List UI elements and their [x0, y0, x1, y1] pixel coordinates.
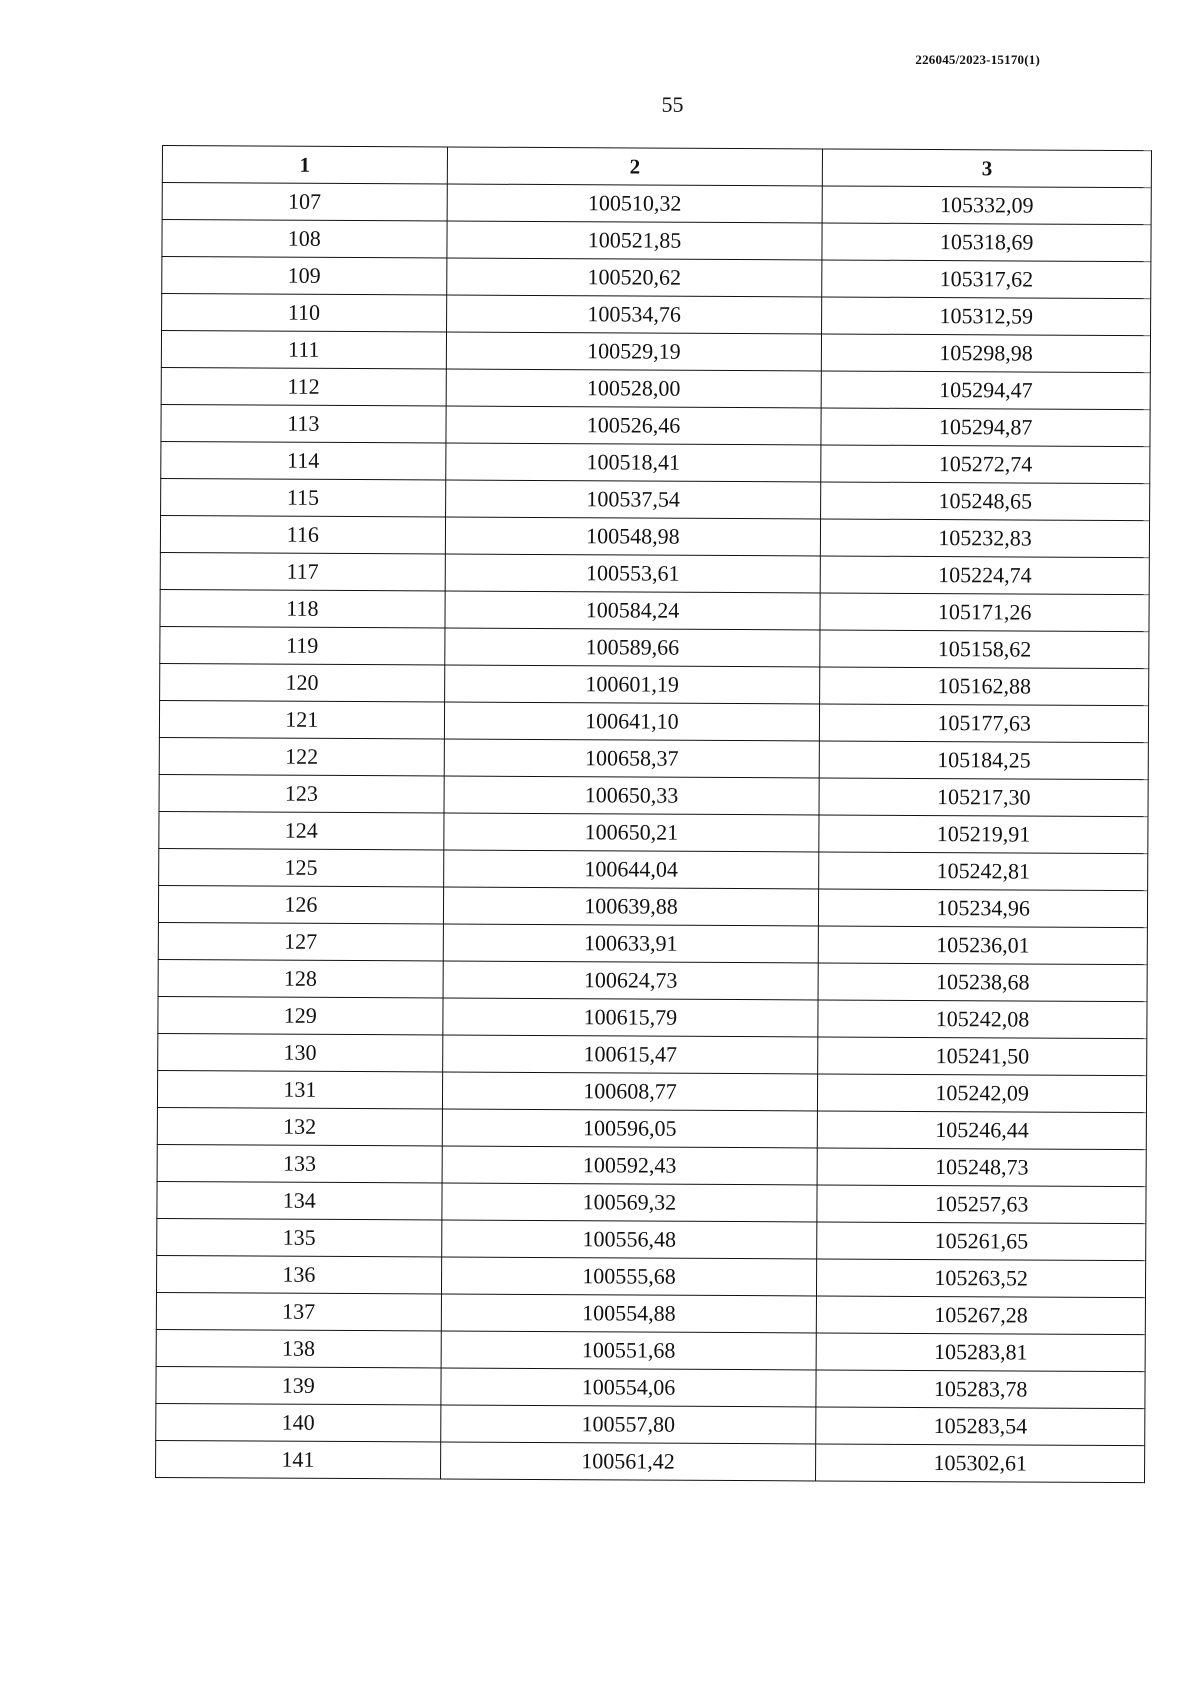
column-header-1: 1: [162, 146, 447, 184]
point-number-cell: 128: [158, 959, 443, 997]
y-coordinate-cell: 105184,25: [819, 741, 1148, 780]
table-row: [160, 552, 1149, 594]
point-number-cell: 125: [159, 848, 444, 886]
table-row: [158, 996, 1147, 1038]
y-coordinate-cell: 105158,62: [820, 630, 1149, 669]
x-coordinate-cell: 100554,88: [441, 1294, 817, 1333]
point-number-cell: 137: [156, 1292, 441, 1330]
table-row: [160, 663, 1149, 705]
point-number-cell: 138: [156, 1329, 441, 1367]
table-row: [160, 589, 1149, 631]
page-number: 55: [661, 92, 684, 117]
y-coordinate-cell: 105283,81: [816, 1333, 1145, 1372]
x-coordinate-cell: 100569,32: [442, 1183, 818, 1222]
point-number-cell: 111: [161, 331, 446, 369]
point-number-cell: 109: [162, 257, 447, 295]
table-header-row: [162, 146, 1151, 188]
y-coordinate-cell: 105294,87: [821, 408, 1150, 447]
x-coordinate-cell: 100608,77: [442, 1072, 818, 1111]
x-coordinate-cell: 100528,00: [446, 369, 822, 408]
point-number-cell: 126: [158, 885, 443, 923]
x-coordinate-cell: 100596,05: [442, 1109, 818, 1148]
y-coordinate-cell: 105171,26: [820, 593, 1149, 632]
point-number-cell: 134: [157, 1181, 442, 1219]
y-coordinate-cell: 105294,47: [821, 371, 1150, 410]
table-row: [161, 478, 1150, 520]
y-coordinate-cell: 105162,88: [820, 667, 1149, 706]
point-number-cell: 110: [162, 294, 447, 332]
x-coordinate-cell: 100520,62: [446, 258, 822, 297]
x-coordinate-cell: 100529,19: [446, 332, 822, 371]
coordinates-table: [155, 145, 1152, 1483]
point-number-cell: 136: [156, 1255, 441, 1293]
x-coordinate-cell: 100644,04: [443, 850, 819, 889]
table-row: [156, 1366, 1145, 1408]
point-number-cell: 116: [160, 515, 445, 553]
point-number-cell: 114: [161, 441, 446, 479]
y-coordinate-cell: 105242,08: [818, 1000, 1147, 1039]
y-coordinate-cell: 105246,44: [818, 1111, 1147, 1150]
point-number-cell: 131: [157, 1070, 442, 1108]
y-coordinate-cell: 105232,83: [821, 519, 1150, 558]
table-row: [157, 1107, 1146, 1149]
x-coordinate-cell: 100561,42: [440, 1442, 816, 1481]
table-row: [158, 922, 1147, 964]
column-header-2: 2: [447, 147, 823, 186]
table-row: [158, 1033, 1147, 1075]
y-coordinate-cell: 105238,68: [818, 963, 1147, 1002]
point-number-cell: 133: [157, 1144, 442, 1182]
y-coordinate-cell: 105217,30: [819, 778, 1148, 817]
y-coordinate-cell: 105248,65: [821, 482, 1150, 521]
x-coordinate-cell: 100641,10: [444, 702, 820, 741]
table-row: [161, 367, 1150, 409]
table-row: [161, 441, 1150, 483]
point-number-cell: 132: [157, 1107, 442, 1145]
x-coordinate-cell: 100551,68: [441, 1331, 817, 1370]
x-coordinate-cell: 100650,33: [444, 776, 820, 815]
x-coordinate-cell: 100557,80: [440, 1405, 816, 1444]
table-row: [156, 1403, 1145, 1445]
table-row: [156, 1329, 1145, 1371]
table-row: [159, 737, 1148, 779]
x-coordinate-cell: 100526,46: [446, 406, 822, 445]
table-row: [162, 294, 1151, 336]
x-coordinate-cell: 100521,85: [447, 221, 823, 260]
y-coordinate-cell: 105298,98: [822, 334, 1151, 373]
y-coordinate-cell: 105224,74: [820, 556, 1149, 595]
point-number-cell: 120: [160, 663, 445, 701]
point-number-cell: 113: [161, 404, 446, 442]
y-coordinate-cell: 105236,01: [819, 926, 1148, 965]
table-row: [156, 1292, 1145, 1334]
x-coordinate-cell: 100650,21: [443, 813, 819, 852]
x-coordinate-cell: 100548,98: [445, 517, 821, 556]
y-coordinate-cell: 105283,54: [816, 1407, 1145, 1446]
x-coordinate-cell: 100518,41: [445, 443, 821, 482]
y-coordinate-cell: 105332,09: [822, 186, 1151, 225]
x-coordinate-cell: 100633,91: [443, 924, 819, 963]
x-coordinate-cell: 100553,61: [445, 554, 821, 593]
y-coordinate-cell: 105283,78: [816, 1370, 1145, 1409]
y-coordinate-cell: 105241,50: [818, 1037, 1147, 1076]
y-coordinate-cell: 105317,62: [822, 260, 1151, 299]
table-row: [156, 1255, 1145, 1297]
x-coordinate-cell: 100534,76: [446, 295, 822, 334]
y-coordinate-cell: 105248,73: [817, 1148, 1146, 1187]
x-coordinate-cell: 100639,88: [443, 887, 819, 926]
document-id: 226045/2023-15170(1): [915, 52, 1040, 67]
x-coordinate-cell: 100510,32: [447, 184, 823, 223]
table-row: [158, 885, 1147, 927]
x-coordinate-cell: 100592,43: [442, 1146, 818, 1185]
y-coordinate-cell: 105261,65: [817, 1222, 1146, 1261]
column-header-3: 3: [823, 149, 1152, 188]
table-row: [162, 183, 1151, 225]
y-coordinate-cell: 105312,59: [822, 297, 1151, 336]
x-coordinate-cell: 100615,79: [443, 998, 819, 1037]
y-coordinate-cell: 105242,09: [818, 1074, 1147, 1113]
x-coordinate-cell: 100537,54: [445, 480, 821, 519]
table-row: [159, 700, 1148, 742]
table-row: [156, 1440, 1145, 1482]
y-coordinate-cell: 105302,61: [816, 1444, 1145, 1483]
point-number-cell: 129: [158, 996, 443, 1034]
x-coordinate-cell: 100624,73: [443, 961, 819, 1000]
table-row: [159, 774, 1148, 816]
y-coordinate-cell: 105318,69: [822, 223, 1151, 262]
point-number-cell: 135: [157, 1218, 442, 1256]
point-number-cell: 127: [158, 922, 443, 960]
x-coordinate-cell: 100555,68: [441, 1257, 817, 1296]
y-coordinate-cell: 105267,28: [817, 1296, 1146, 1335]
point-number-cell: 107: [162, 183, 447, 221]
table-row: [160, 626, 1149, 668]
table-row: [157, 1181, 1146, 1223]
table-row: [160, 515, 1149, 557]
point-number-cell: 130: [158, 1033, 443, 1071]
point-number-cell: 108: [162, 220, 447, 258]
table-row: [159, 848, 1148, 890]
y-coordinate-cell: 105257,63: [817, 1185, 1146, 1224]
table-row: [161, 404, 1150, 446]
table-row: [157, 1070, 1146, 1112]
point-number-cell: 121: [159, 700, 444, 738]
point-number-cell: 112: [161, 367, 446, 405]
y-coordinate-cell: 105219,91: [819, 815, 1148, 854]
y-coordinate-cell: 105234,96: [819, 889, 1148, 928]
point-number-cell: 122: [159, 737, 444, 775]
point-number-cell: 139: [156, 1366, 441, 1404]
table-row: [159, 811, 1148, 853]
point-number-cell: 141: [156, 1440, 441, 1478]
point-number-cell: 119: [160, 626, 445, 664]
y-coordinate-cell: 105272,74: [821, 445, 1150, 484]
table-body: [156, 183, 1152, 1483]
x-coordinate-cell: 100556,48: [441, 1220, 817, 1259]
x-coordinate-cell: 100554,06: [441, 1368, 817, 1407]
x-coordinate-cell: 100615,47: [442, 1035, 818, 1074]
table-row: [161, 331, 1150, 373]
point-number-cell: 140: [156, 1403, 441, 1441]
point-number-cell: 117: [160, 552, 445, 590]
y-coordinate-cell: 105177,63: [820, 704, 1149, 743]
table-row: [162, 257, 1151, 299]
x-coordinate-cell: 100601,19: [444, 665, 820, 704]
point-number-cell: 115: [161, 478, 446, 516]
point-number-cell: 124: [159, 811, 444, 849]
x-coordinate-cell: 100584,24: [445, 591, 821, 630]
y-coordinate-cell: 105242,81: [819, 852, 1148, 891]
point-number-cell: 118: [160, 589, 445, 627]
table-row: [162, 220, 1151, 262]
table-row: [158, 959, 1147, 1001]
x-coordinate-cell: 100589,66: [444, 628, 820, 667]
table-row: [157, 1218, 1146, 1260]
table-row: [157, 1144, 1146, 1186]
y-coordinate-cell: 105263,52: [817, 1259, 1146, 1298]
point-number-cell: 123: [159, 774, 444, 812]
x-coordinate-cell: 100658,37: [444, 739, 820, 778]
